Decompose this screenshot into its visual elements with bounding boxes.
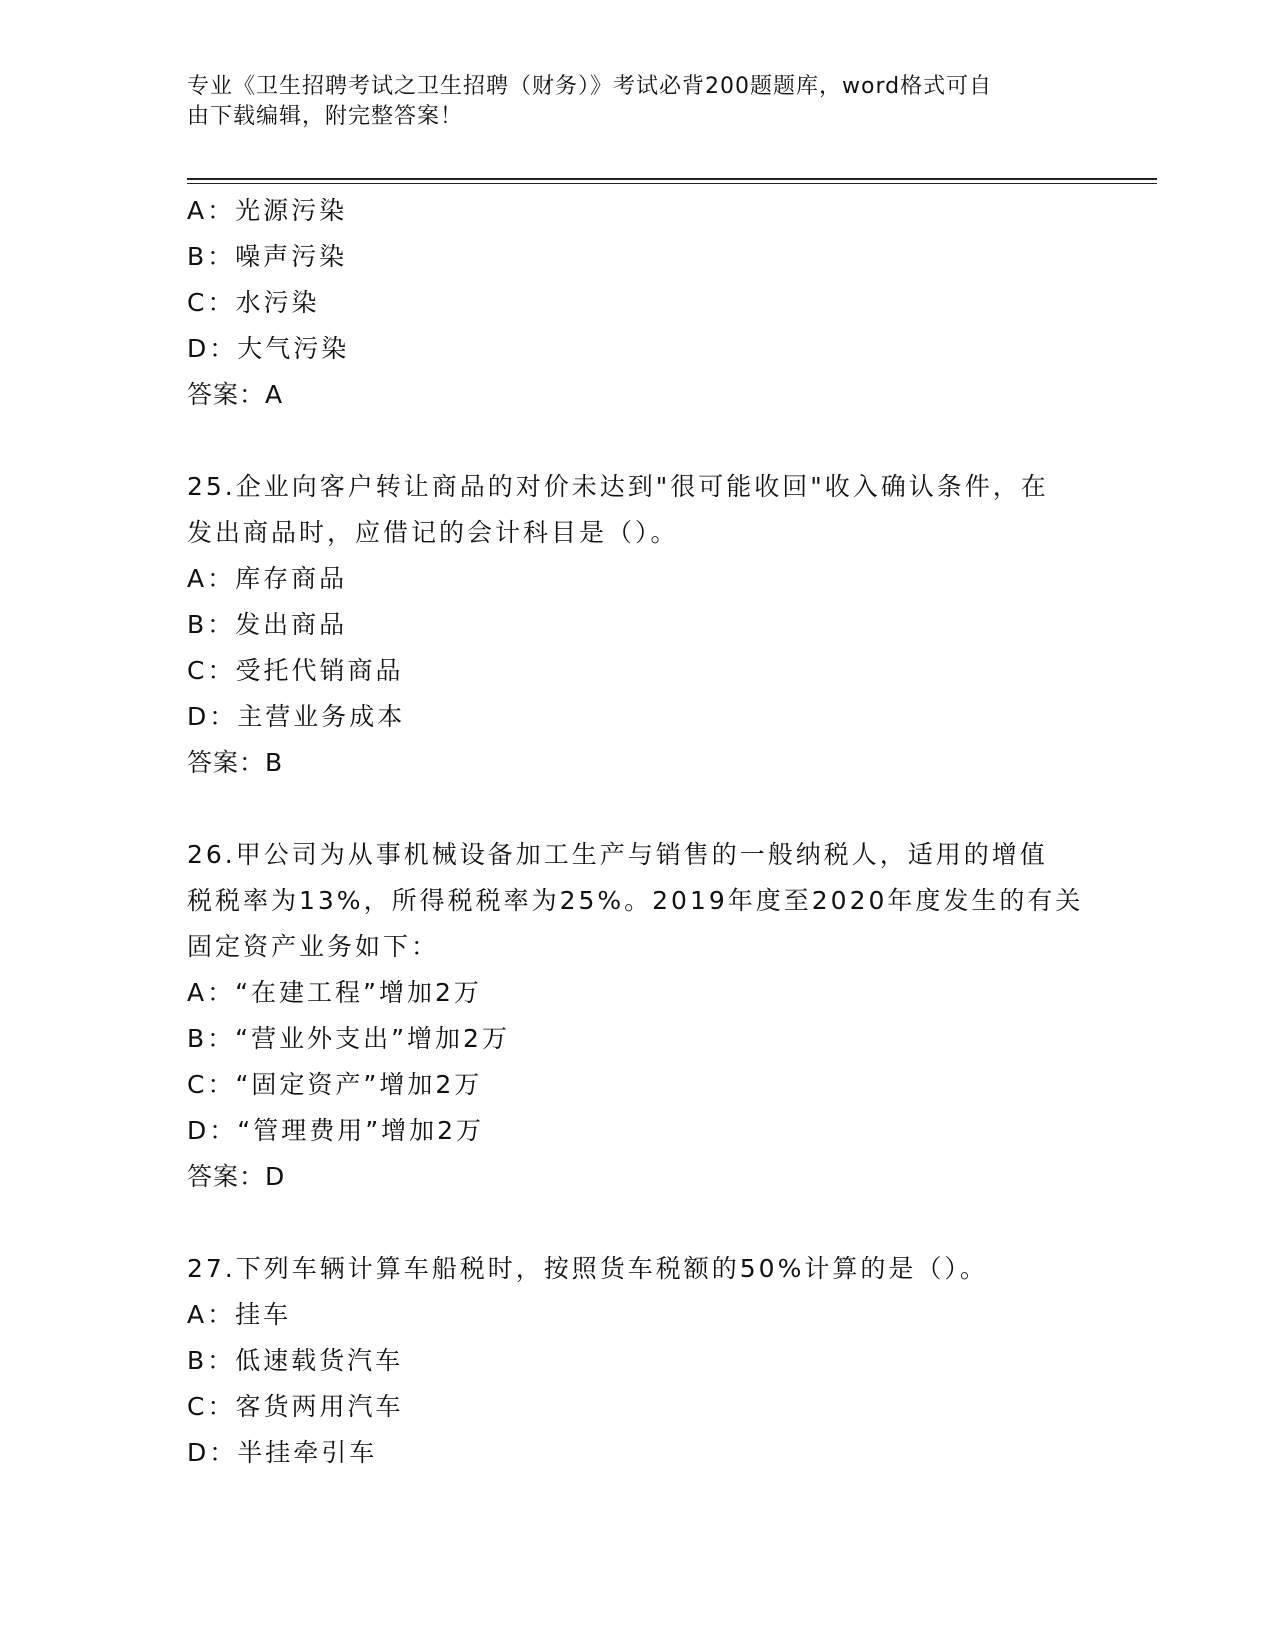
document-header: [187, 72, 1067, 132]
option-c: C：“固定资产”增加2万: [187, 1070, 483, 1099]
option-b: B：“营业外支出”增加2万: [187, 1024, 510, 1053]
option-c: C：水污染: [187, 288, 320, 317]
answer-line: 答案：D: [187, 1162, 286, 1191]
question-block-24: [187, 188, 1087, 418]
question-text-line: 税税率为13%，所得税税率为25%。2019年度至2020年度发生的有关: [187, 886, 1084, 915]
option-a: A：光源污染: [187, 196, 348, 225]
option-b: B：低速载货汽车: [187, 1346, 404, 1375]
option-d: D：大气污染: [187, 334, 350, 363]
question-text-line: 27.下列车辆计算车船税时，按照货车税额的50%计算的是（）。: [187, 1254, 988, 1283]
option-a: A：挂车: [187, 1300, 292, 1329]
option-d: D：“管理费用”增加2万: [187, 1116, 485, 1145]
question-block-25: [187, 464, 1087, 786]
option-c: C：客货两用汽车: [187, 1392, 404, 1421]
header-divider-thick: [187, 178, 1157, 180]
question-text-line: 26.甲公司为从事机械设备加工生产与销售的一般纳税人，适用的增值: [187, 840, 1048, 869]
option-d: D：主营业务成本: [187, 702, 406, 731]
option-b: B：噪声污染: [187, 242, 348, 271]
header-line-1: 专业《卫生招聘考试之卫生招聘（财务）》考试必背200题题库，word格式可自: [187, 74, 993, 99]
question-content: [187, 188, 1087, 1476]
option-d: D：半挂牵引车: [187, 1438, 378, 1467]
question-block-26: [187, 832, 1087, 1200]
header-divider-thin: [187, 183, 1157, 184]
question-text-line: 固定资产业务如下：: [187, 932, 440, 961]
option-a: A：库存商品: [187, 564, 348, 593]
question-text-line: 发出商品时，应借记的会计科目是（）。: [187, 518, 679, 547]
header-line-2: 由下载编辑，附完整答案！: [187, 104, 464, 129]
question-block-27: [187, 1246, 1087, 1476]
answer-line: 答案：A: [187, 380, 284, 409]
answer-line: 答案：B: [187, 748, 284, 777]
option-c: C：受托代销商品: [187, 656, 404, 685]
option-a: A：“在建工程”增加2万: [187, 978, 482, 1007]
option-b: B：发出商品: [187, 610, 348, 639]
question-text-line: 25.企业向客户转让商品的对价未达到"很可能收回"收入确认条件，在: [187, 472, 1049, 501]
